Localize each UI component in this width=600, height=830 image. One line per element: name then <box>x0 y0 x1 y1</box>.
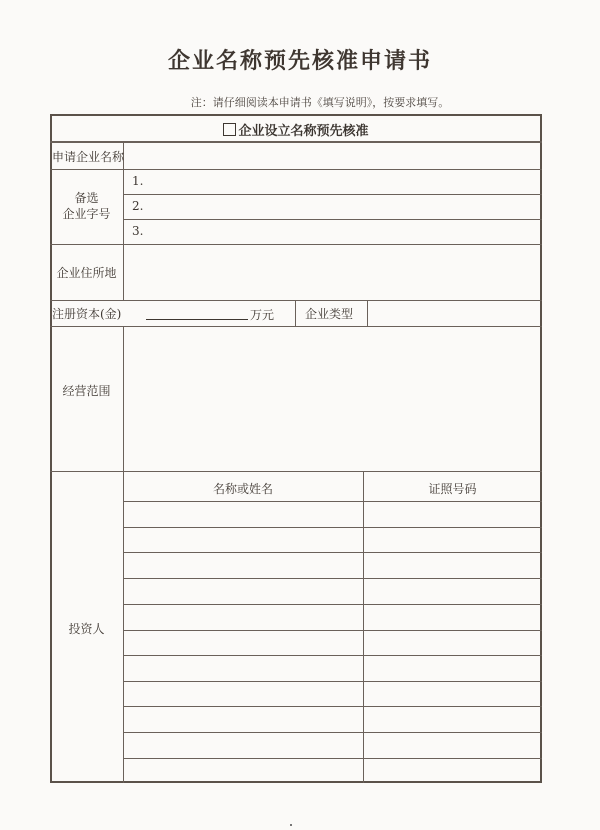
divider <box>123 501 542 502</box>
divider <box>363 471 364 783</box>
investor-label: 投资人 <box>68 622 105 636</box>
alt-names-label-line2: 企业字号 <box>62 207 111 221</box>
divider <box>123 578 542 579</box>
scope-label: 经营范围 <box>62 384 111 398</box>
divider <box>123 326 124 783</box>
divider <box>123 194 542 195</box>
page-title: 企业名称预先核准申请书 <box>167 48 432 74</box>
divider <box>123 552 542 553</box>
divider <box>123 706 542 707</box>
instruction-note: 注：请仔细阅读本申请书《填写说明》，按要求填写。 <box>190 96 450 109</box>
company-type-label: 企业类型 <box>305 307 354 321</box>
investor-name-column: 名称或姓名 <box>212 482 273 496</box>
capital-input-line[interactable] <box>146 319 248 320</box>
divider <box>295 300 296 326</box>
divider <box>123 758 542 759</box>
address-label: 企业住所地 <box>56 266 117 280</box>
divider <box>123 527 542 528</box>
header-option-label: 企业设立名称预先核准 <box>238 124 369 139</box>
divider <box>123 732 542 733</box>
divider <box>123 681 542 682</box>
checkbox-icon[interactable] <box>223 123 236 136</box>
alt-name-3: 3. <box>132 224 144 238</box>
divider <box>123 219 542 220</box>
divider <box>123 604 542 605</box>
divider <box>123 630 542 631</box>
alt-name-2: 2. <box>132 199 144 213</box>
divider <box>367 300 368 326</box>
applicant-name-label: 申请企业名称 <box>52 150 125 164</box>
investor-id-column: 证照号码 <box>428 482 477 496</box>
alt-names-label-line1: 备选 <box>74 191 99 205</box>
capital-unit: 万元 <box>250 308 275 322</box>
capital-label: 注册资本(金) <box>52 307 122 321</box>
alt-name-1: 1. <box>132 174 144 188</box>
application-form <box>50 114 542 783</box>
divider <box>123 655 542 656</box>
scan-speck <box>290 824 292 826</box>
divider <box>123 142 124 301</box>
form-header <box>50 120 542 139</box>
